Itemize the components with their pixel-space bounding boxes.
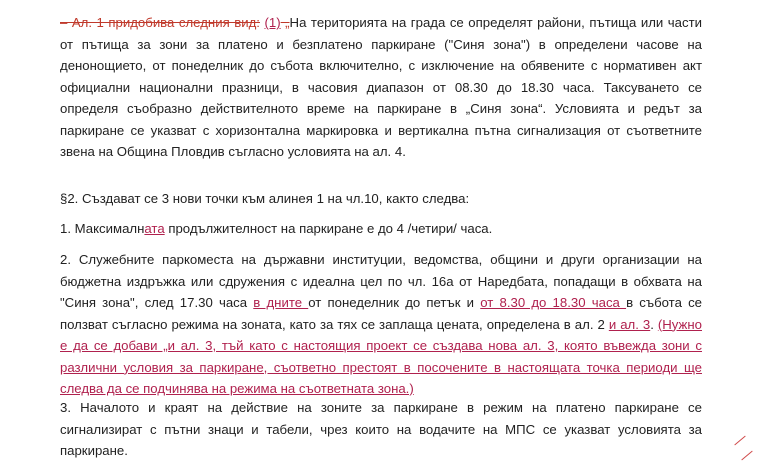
paragraph-1 — [60, 12, 702, 163]
p1-line-3: денонощието, от понеделник до събота включително, с изключение на обявените с нормативен акт — [60, 58, 702, 73]
paragraph-3 — [60, 218, 702, 240]
revision-margin-mark — [741, 451, 752, 461]
p4-line-5: е да се добави „и ал. 3, тъй като с настоящия проект се създава нова ал. 3, която въвежда зони с — [60, 338, 702, 353]
paragraph-4 — [60, 249, 702, 400]
p4-line-2: бюджетна издръжка или сдружения с идеална цел по чл. 16а от Наредбата, попадащи в обхвата на — [60, 273, 702, 289]
inserted-text: в дните — [253, 295, 309, 310]
p5-line-1: 3. Началото и краят на действие на зоните за паркиране в режим на платено паркиране се — [60, 400, 702, 415]
p3-line-1: 1. Максималната продължителност на паркиране е до 4 /четири/ часа. — [60, 221, 493, 236]
paragraph-5 — [60, 397, 702, 462]
inserted-text: (1) — [264, 15, 281, 30]
p1-line-1: – Ал. 1 придобива следния вид: (1) „На територията на града се определят райони, пътища или части — [60, 15, 702, 30]
inserted-text: ата — [144, 221, 165, 236]
deleted-text: – Ал. 1 придобива следния вид: — [60, 15, 260, 30]
p4-line-3: "Синя зона", след 17.30 часа в дните от понеделник до петък и от 8.30 до 18.30 часа в събота се — [60, 295, 703, 310]
p1-line-2: от пътища за зони за платено и безплатено паркиране ("Синя зона") в определени часове на — [60, 36, 702, 52]
p5-line-2: сигнализират с пътни знаци и табели, чрез които на водачите на МПС се указват условията за — [60, 421, 702, 437]
p4-line-6: различни условия за паркиране, съответно престоят в посочените в настоящата точка периоди ще — [60, 359, 702, 375]
inserted-text: от 8.30 до 18.30 часа — [480, 295, 627, 310]
p1-line-5: определя съобразно действителното време на паркиране в „Синя зона“. Условията и редът за — [60, 101, 702, 116]
p1-line-4: официални национални празници, в часовия диапазон от 08.30 до 18.30 часа. Таксуването се — [60, 79, 702, 95]
inserted-comment-text: (Нужно — [657, 316, 702, 332]
p2-line-1: §2. Създават се 3 нови точки към алинея 1 на чл.10, както следва: — [60, 191, 470, 206]
p5-line-3: паркиране. — [60, 443, 128, 458]
paragraph-2 — [60, 188, 702, 210]
p4-line-1: 2. Служебните паркоместа на държавни институции, ведомства, общини и други организации на — [60, 252, 702, 267]
inserted-text: и ал. 3 — [608, 316, 651, 332]
p4-line-4: ползват съгласно режима на зоната, като за тях се заплаща цената, определена в ал. 2 и ал. 3. (Нужно — [60, 316, 702, 332]
p4-line-7: следва да се подчинява на режима на съответната зона.) — [60, 381, 414, 396]
revision-margin-mark — [734, 436, 745, 446]
p1-line-7: звена на Община Пловдив съгласно условията на ал. 4. — [60, 144, 406, 159]
deleted-text: „ — [280, 15, 290, 30]
p1-line-6: паркиране се указват с хоризонтална маркировка и вертикална пътна сигнализация от съответните — [60, 122, 702, 138]
